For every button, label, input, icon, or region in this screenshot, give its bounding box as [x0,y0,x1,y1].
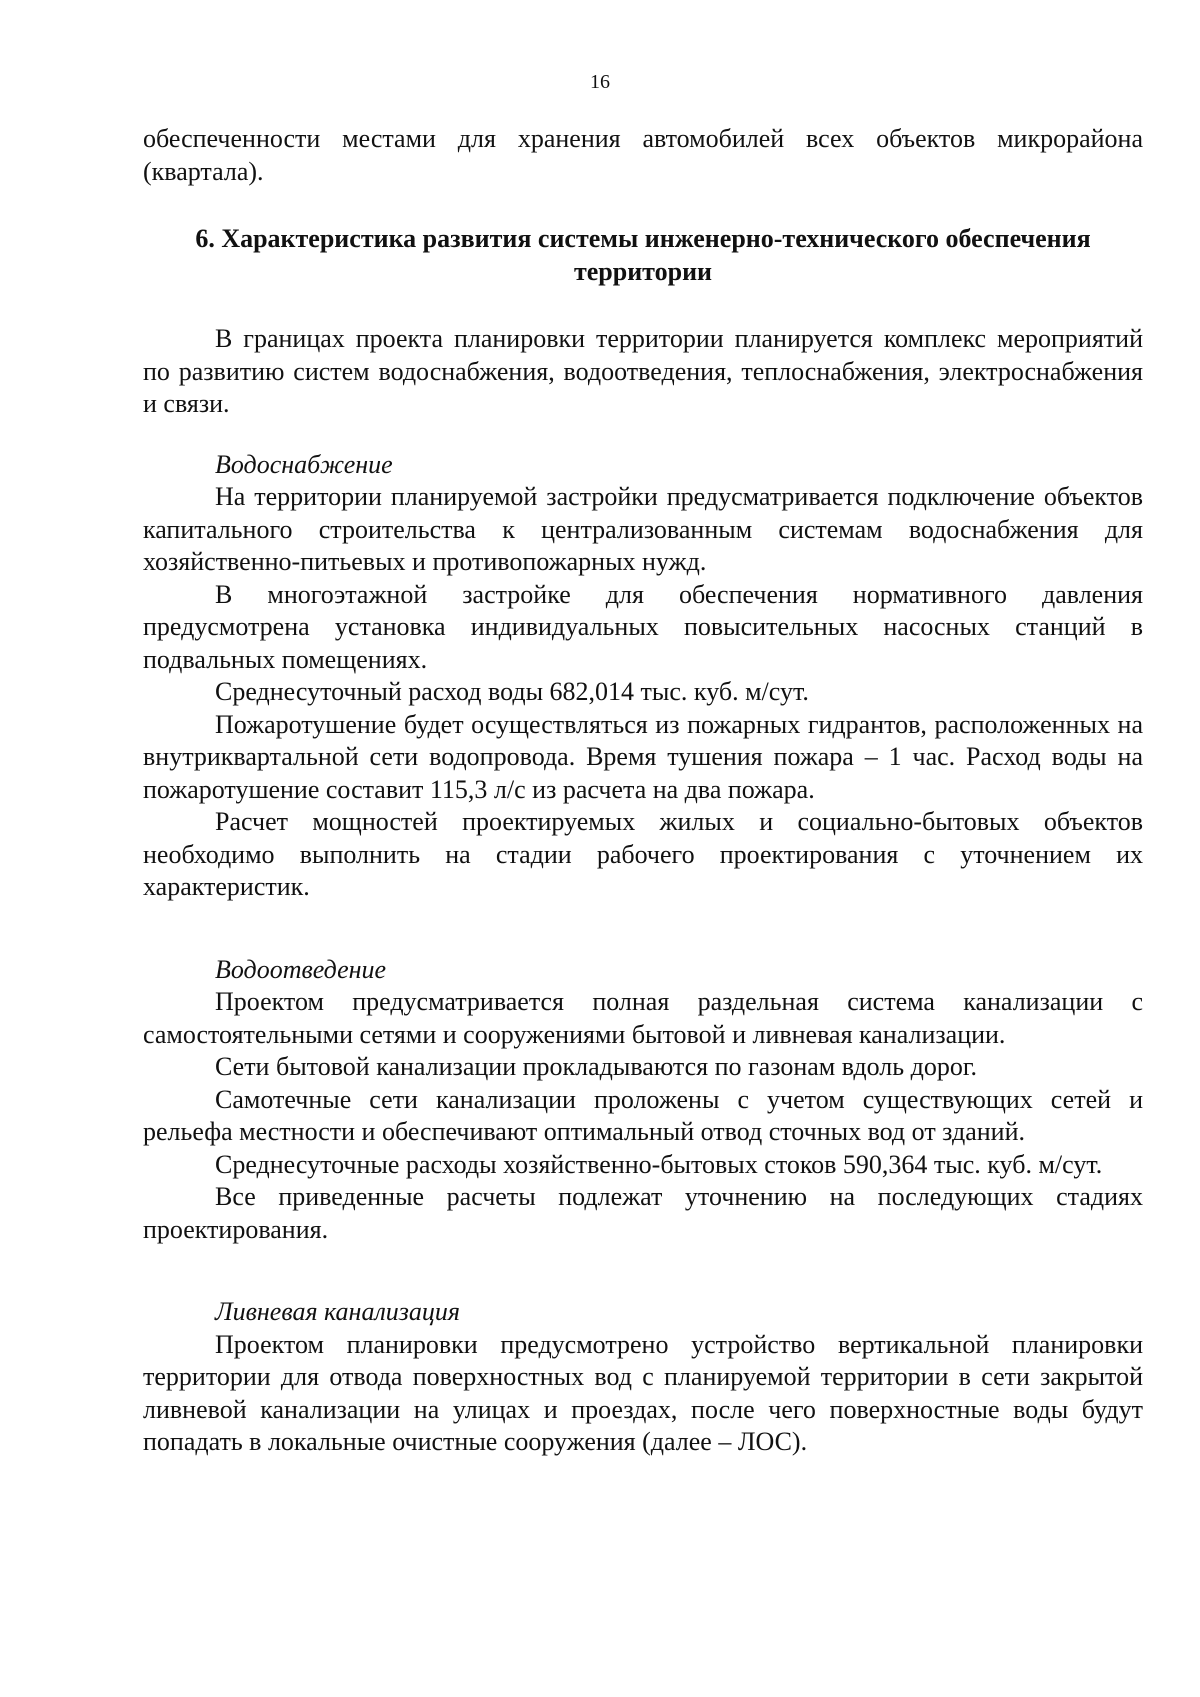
paragraph: Расчет мощностей проектируемых жилых и социально-бытовых объектов необходимо выполнить на стадии рабочего проектирования с уточнением их характеристик. [143,807,1143,901]
subheading-sewerage: Водоотведение [215,954,387,984]
document-body [143,123,1143,1459]
section-heading-line-2: территории [573,257,713,286]
paragraph: Пожаротушение будет осуществляться из пожарных гидрантов, расположенных на внутриквартальной сети водопровода. Время тушения пожара – 1 час. Расход воды на пожаротушение составит 115,3 л/с из расчета на два пожара. [143,709,1143,804]
paragraph: Проектом планировки предусмотрено устройство вертикальной планировки территории для отвода поверхностных вод с планируемой территории в сети закрытой ливневой канализации на улицах и проездах, после чего поверхностные воды будут попадать в локальные очистные сооружения (далее – ЛОС). [143,1329,1143,1456]
section-storm-sewer [143,1296,1143,1459]
continuation-paragraph: обеспеченности местами для хранения автомобилей всех объектов микрорайона (квартала). [143,124,1143,186]
subheading-water-supply: Водоснабжение [215,449,393,479]
paragraph: На территории планируемой застройки предусматривается подключение объектов капитального строительства к централизованным системам водоснабжения для хозяйственно-питьевых и противопожарных нужд. [143,482,1143,576]
paragraph: Сети бытовой канализации прокладываются по газонам вдоль дорог. [215,1052,978,1081]
paragraph: В многоэтажной застройке для обеспечения нормативного давления предусмотрена установка индивидуальных повысительных насосных станций в подвальных помещениях. [143,579,1143,674]
section-heading [143,222,1143,288]
paragraph: Все приведенные расчеты подлежат уточнению на последующих стадиях проектирования. [143,1182,1143,1244]
paragraph: Среднесуточные расходы хозяйственно-бытовых стоков 590,364 тыс. куб. м/сут. [215,1149,1103,1179]
paragraph: Самотечные сети канализации проложены с учетом существующих сетей и рельефа местности и обеспечивают оптимальный отвод сточных вод от зданий. [143,1084,1143,1146]
subheading-storm-sewer: Ливневая канализация [215,1297,461,1326]
section-sewerage [143,954,1143,1247]
section-water-supply [143,449,1143,904]
intro-paragraph: В границах проекта планировки территории планируется комплекс мероприятий по развитию систем водоснабжения, водоотведения, теплоснабжения, электроснабжения и связи. [143,324,1143,418]
section-heading-line-1: 6. Характеристика развития системы инженерно-технического обеспечения [195,224,1091,253]
paragraph: Проектом предусматривается полная раздельная система канализации с самостоятельными сетями и сооружениями бытовой и ливневая канализации. [143,987,1143,1049]
page-number: 16 [590,71,610,93]
paragraph: Среднесуточный расход воды 682,014 тыс. куб. м/сут. [215,677,809,706]
